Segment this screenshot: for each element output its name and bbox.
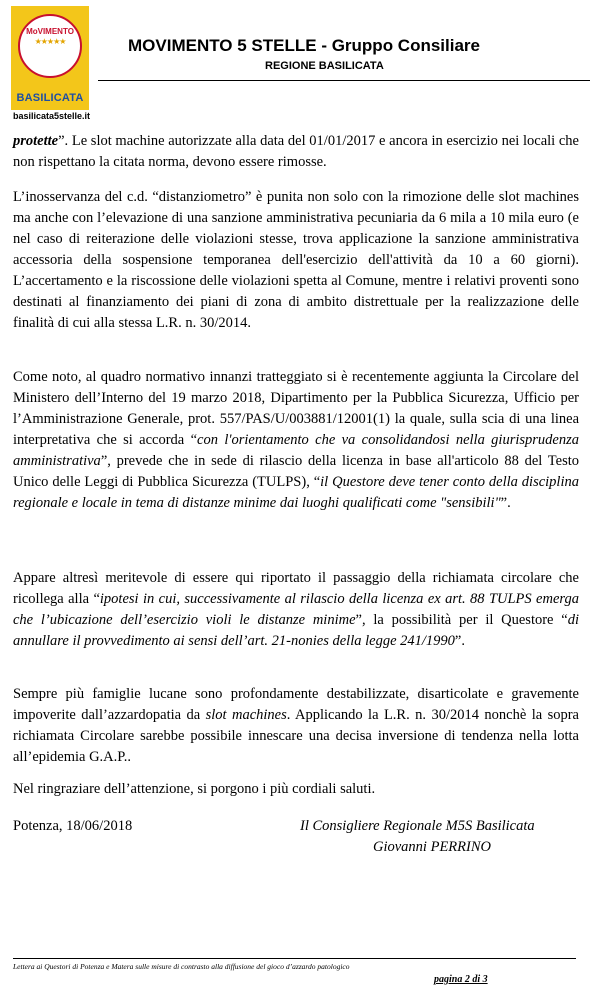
paragraph-2: L’inosservanza del c.d. “distanziometro” è punita non solo con la rimozione delle slot machines ma anche con l’elevazione di una sanzione amministrativa pecuniaria da 6 mila a 10 mila euro (e nel caso di reiterazione delle violazioni stesse, trova applicazione la sanzione amministrativa accessoria della sospensione temporanea dell'esercizio dell'attività da 10 a 60 giorni). L’accertamento e la riscossione delle violazioni spetta al Comune, mentre i relativi proventi sono destinati al finanziamento dei piani di zona di ambito distrettuale per la realizzazione delle finalità di cui alla stessa L.R. n. 30/2014. bbox=[13, 189, 579, 331]
paragraph-5 bbox=[13, 684, 579, 768]
paragraph-3-quote-2: il Questore deve tener conto della disciplina regionale e locale in tema di distanze minime dai luoghi qualificati come "sensibili" bbox=[13, 474, 579, 511]
paragraph-4 bbox=[13, 568, 579, 652]
place-date: Potenza, 18/06/2018 bbox=[13, 818, 133, 834]
closing-greeting: Nel ringraziare dell’attenzione, si porgono i più cordiali saluti. bbox=[13, 781, 376, 797]
paragraph-4-text-c: ”, la possibilità per il Questore “ bbox=[355, 612, 568, 628]
logo-region-text: BASILICATA bbox=[16, 92, 84, 104]
logo-circle bbox=[18, 14, 82, 78]
paragraph-1 bbox=[13, 131, 579, 173]
signatory-role: Il Consigliere Regionale M5S Basilicata bbox=[300, 818, 535, 834]
website-label: basilicata5stelle.it bbox=[13, 111, 91, 121]
paragraph-3-text-a: Come noto, al quadro normativo innanzi tratteggiato si è recentemente aggiunta la Circolare del Ministero dell’Interno del 19 marzo 2018, Dipartimento per la Pubblica Sicurezza, Ufficio per l’Amministrazione Generale, prot. 557/PAS/U/003881/12001(1) la quale, sulla scia di una linea interpretativa che si accorda “ bbox=[13, 369, 579, 448]
logo-stars-icon: ★★★★★ bbox=[34, 37, 66, 46]
paragraph-1-text: ”. Le slot machine autorizzate alla data del 01/01/2017 e ancora in esercizio nei locali che non rispettano la citata norma, devono essere rimosse. bbox=[13, 133, 579, 170]
paragraph-3 bbox=[13, 367, 579, 514]
paragraph-1-lead: protette bbox=[13, 133, 59, 149]
signatory-name: Giovanni PERRINO bbox=[373, 839, 491, 855]
letterhead-title: MOVIMENTO 5 STELLE - Gruppo Consiliare bbox=[128, 36, 480, 55]
page-number: pagina 2 di 3 bbox=[434, 974, 488, 985]
footer-divider bbox=[13, 958, 576, 959]
paragraph-3-text-c: ”, prevede che in sede di rilascio della licenza in base all'articolo 88 del Testo Unico delle Leggi di Pubblica Sicurezza (TULPS), “ bbox=[13, 453, 579, 490]
paragraph-4-quote-1: ipotesi in cui, successivamente al rilascio della licenza ex art. 88 TULPS emerga che l’ubicazione dell’esercizio violi le distanze minime bbox=[13, 591, 579, 628]
letterhead-subtitle: REGIONE BASILICATA bbox=[265, 60, 384, 72]
paragraph-4-text-e: ”. bbox=[454, 633, 465, 649]
paragraph-5-emphasis: slot machines bbox=[205, 707, 287, 723]
paragraph-5-text-c: . Applicando la L.R. n. 30/2014 nonchè la sopra richiamata Circolare sarebbe possibile innescare una decisa inversione di tendenza nella lotta all’epidemia G.A.P.. bbox=[13, 707, 579, 765]
paragraph-3-quote-1: con l'orientamento che va consolidandosi nella giurisprudenza amministrativa bbox=[13, 432, 579, 469]
m5s-logo bbox=[11, 6, 89, 110]
logo-brand-text: MoVIMENTO bbox=[26, 27, 74, 36]
footer-note: Lettera ai Questori di Potenza e Matera sulle misure di contrasto alla diffusione del gioco d’azzardo patologico bbox=[13, 962, 350, 971]
paragraph-3-text-e: ”. bbox=[500, 495, 511, 511]
header-divider bbox=[98, 80, 590, 81]
paragraph-4-text-a: Appare altresì meritevole di essere qui riportato il passaggio della richiamata circolare che ricollega alla “ bbox=[13, 570, 579, 607]
paragraph-5-text-a: Sempre più famiglie lucane sono profondamente destabilizzate, disarticolate e gravemente impoverite dall’azzardopatia da bbox=[13, 686, 579, 723]
paragraph-4-quote-2: di annullare il provvedimento ai sensi dell’art. 21-nonies della legge 241/1990 bbox=[13, 612, 579, 649]
